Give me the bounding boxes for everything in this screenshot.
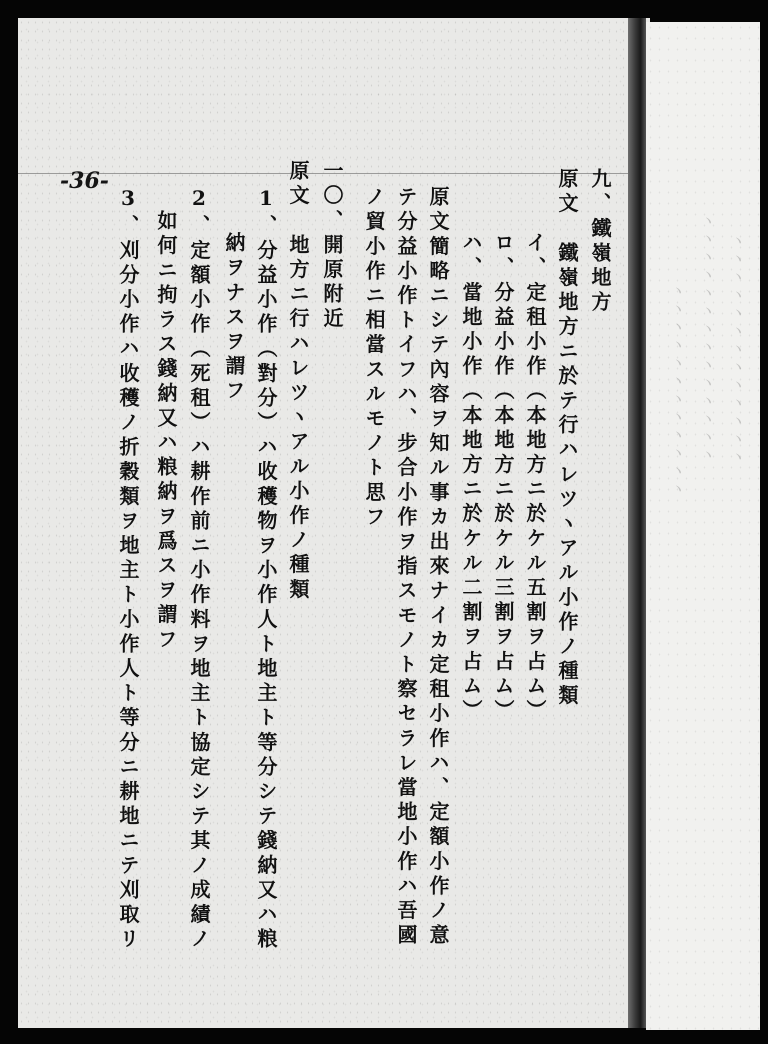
section-heading-9: 九、鐵嶺地方 [588, 168, 612, 316]
list-item-ha: ハ、當地小作（本地方ニ於ケル二割ヲ占ム） [459, 232, 483, 724]
numbered-item-2: 2、定額小作（死租）ハ耕作前ニ小作料ヲ地主ト協定シテ其ノ成績ノ [187, 186, 211, 953]
commentary-line: テ分益小作トイフハ、步合小作ヲ指スモノト察セラレ當地小作ハ吾國 [394, 186, 418, 949]
original-text-line: 原文 鐵嶺地方ニ於テ行ハレツヽアル小作ノ種類 [555, 168, 579, 710]
numbered-item-2-cont: 如何ニ拘ラス錢納又ハ粮納ヲ爲スヲ謂フ [154, 210, 178, 653]
commentary-line: 原文簡略ニシテ內容ヲ知ル事カ出來ナイカ定租小作ハ、定額小作ノ意 [426, 186, 450, 949]
bleed-through-text: ヽヽヽヽヽヽヽヽヽヽヽヽヽ [728, 232, 747, 466]
numbered-item-1: 1、分益小作（對分）ハ收穫物ヲ小作人ト地主ト等分シテ錢納又ハ粮 [254, 186, 278, 953]
bleed-through-text: ヽヽヽヽヽヽヽヽヽヽヽヽヽヽ [698, 212, 717, 464]
bleed-through-text: ヽヽヽヽヽヽヽヽヽヽヽヽ [668, 282, 687, 498]
list-item-i: イ、定租小作（本地方ニ於ケル五割ヲ占ム） [523, 232, 547, 724]
numbered-item-3: 3、刈分小作ハ收穫ノ折穀類ヲ地主ト小作人ト等分ニ耕地ニテ刈取リ [116, 186, 140, 953]
book-binding-gutter [628, 18, 646, 1028]
commentary-line: ノ貿小作ニ相當スルモノト思フ [362, 186, 386, 531]
facing-page-edge [646, 22, 760, 1030]
page-number: -36- [60, 168, 109, 194]
list-item-ro: ロ、分益小作（本地方ニ於ケル三割ヲ占ム） [491, 232, 515, 724]
section-heading-10: 一〇、開原附近 [320, 160, 344, 333]
original-text-line: 原文 地方ニ行ハレツヽアル小作ノ種類 [286, 160, 310, 603]
numbered-item-1-cont: 納ヲナスヲ謂フ [222, 232, 246, 405]
